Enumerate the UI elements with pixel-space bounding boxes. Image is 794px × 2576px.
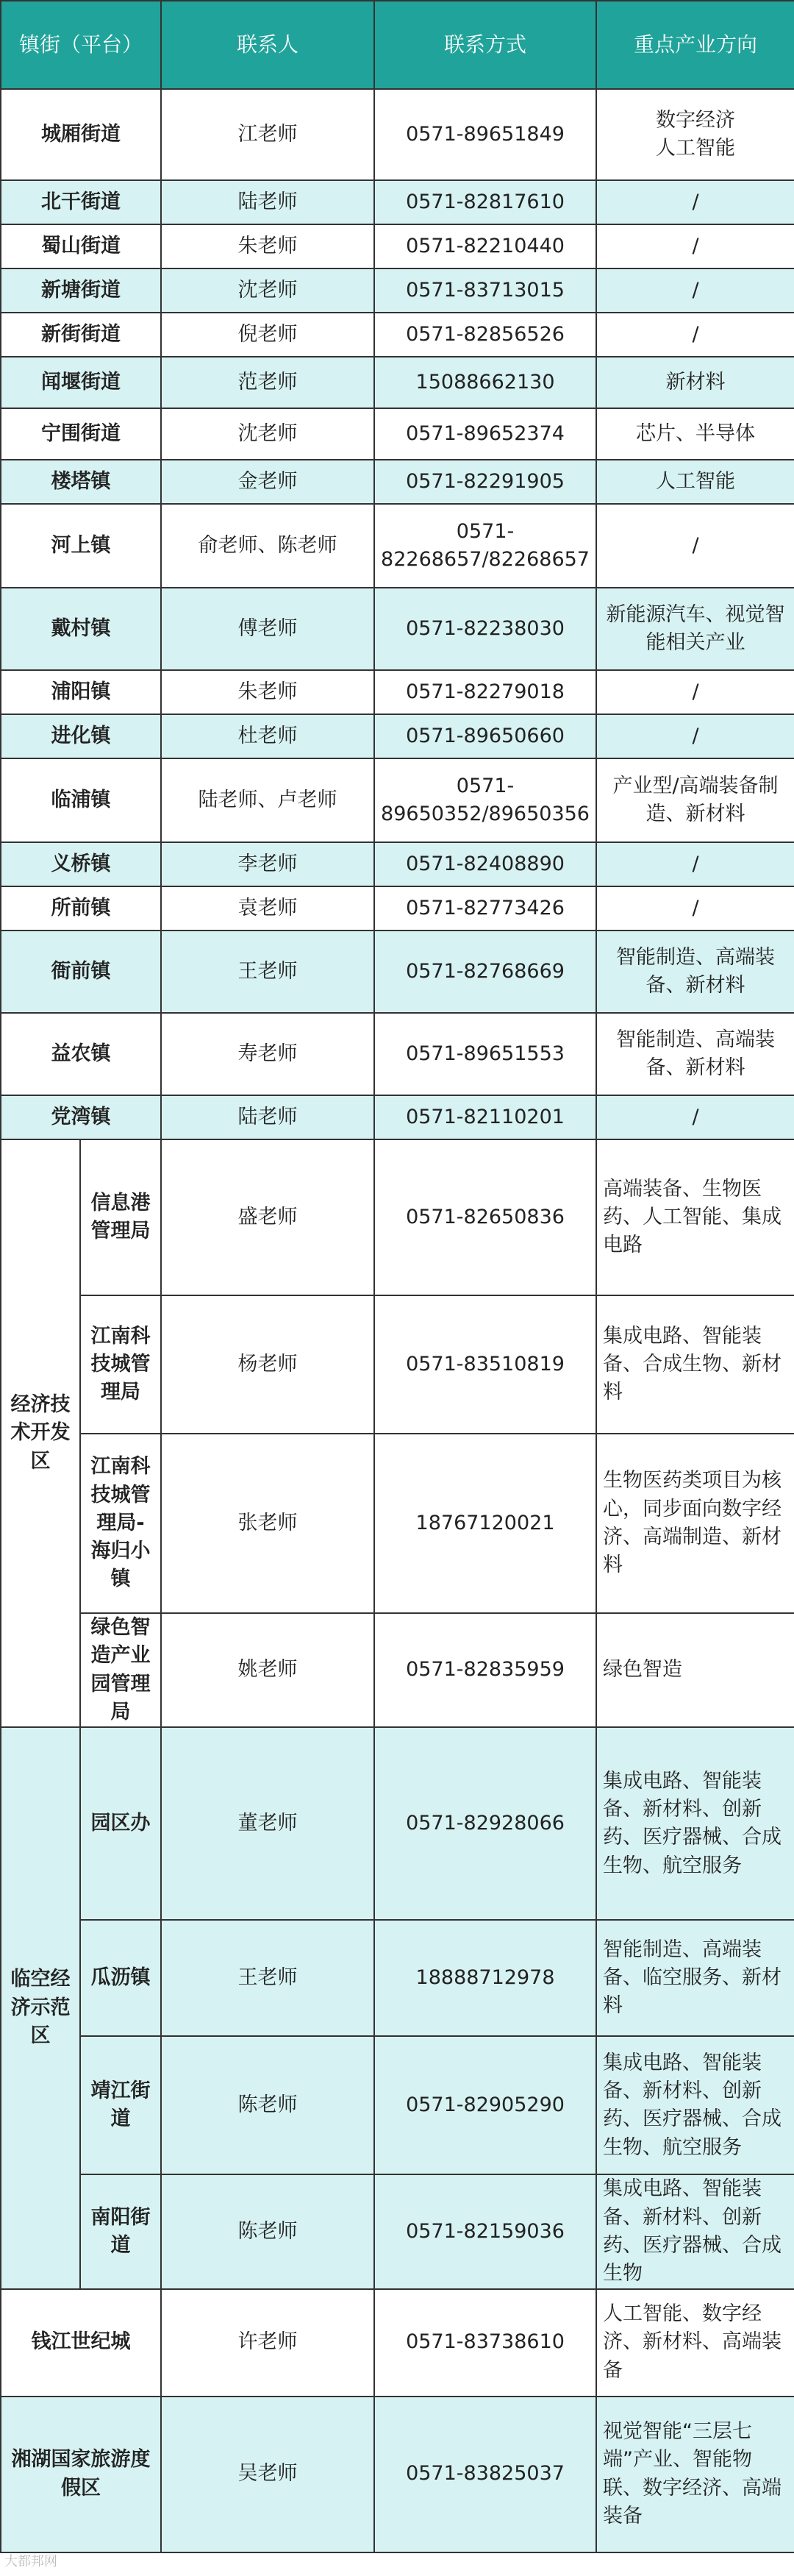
contact-name: 吴老师 bbox=[161, 2397, 374, 2552]
industry-direction: 集成电路、智能装备、新材料、创新药、医疗器械、合成生物、航空服务 bbox=[596, 2036, 794, 2174]
table-row bbox=[1, 357, 794, 408]
zone-name: 临空经济示范区 bbox=[1, 1727, 80, 2288]
industry-direction: 集成电路、智能装备、新材料、创新药、医疗器械、合成生物、航空服务 bbox=[596, 1727, 794, 1920]
phone-number: 0571-82928066 bbox=[374, 1727, 596, 1920]
industry-direction: 生物医药类项目为核心，同步面向数字经济、高端制造、新材料 bbox=[596, 1434, 794, 1613]
industry-direction: / bbox=[596, 268, 794, 313]
phone-number: 0571-82773426 bbox=[374, 886, 596, 931]
phone-number: 0571-82291905 bbox=[374, 460, 596, 504]
phone-number: 0571-82650836 bbox=[374, 1139, 596, 1295]
table-row bbox=[1, 714, 794, 758]
industry-direction: / bbox=[596, 224, 794, 268]
town-name: 所前镇 bbox=[1, 886, 161, 931]
phone-number: 0571-83825037 bbox=[374, 2397, 596, 2552]
phone-number: 0571-82856526 bbox=[374, 313, 596, 357]
sub-platform-name: 园区办 bbox=[80, 1727, 161, 1920]
contact-name: 张老师 bbox=[161, 1434, 374, 1613]
contact-name: 朱老师 bbox=[161, 224, 374, 268]
watermark: 大都邦网 bbox=[4, 2554, 57, 2569]
phone-number: 0571-82408890 bbox=[374, 842, 596, 886]
town-name: 河上镇 bbox=[1, 504, 161, 588]
industry-direction: 新能源汽车、视觉智能相关产业 bbox=[596, 588, 794, 670]
industry-direction: 数字经济 人工智能 bbox=[596, 89, 794, 180]
table-row bbox=[1, 1920, 794, 2036]
table-row bbox=[1, 2289, 794, 2397]
table-row bbox=[1, 1613, 794, 1727]
contact-name: 盛老师 bbox=[161, 1139, 374, 1295]
contact-name: 陆老师 bbox=[161, 180, 374, 224]
industry-direction: 绿色智造 bbox=[596, 1613, 794, 1727]
phone-number: 0571-82238030 bbox=[374, 588, 596, 670]
industry-direction: / bbox=[596, 714, 794, 758]
contact-name: 王老师 bbox=[161, 931, 374, 1013]
contact-name: 杨老师 bbox=[161, 1295, 374, 1434]
industry-direction: 芯片、半导体 bbox=[596, 408, 794, 460]
phone-number: 0571-83738610 bbox=[374, 2289, 596, 2397]
phone-number: 15088662130 bbox=[374, 357, 596, 408]
town-name: 蜀山街道 bbox=[1, 224, 161, 268]
town-name: 衙前镇 bbox=[1, 931, 161, 1013]
table-row bbox=[1, 408, 794, 460]
industry-direction: 智能制造、高端装备、新材料 bbox=[596, 1013, 794, 1095]
table-row bbox=[1, 1013, 794, 1095]
town-name: 北干街道 bbox=[1, 180, 161, 224]
contact-name: 陈老师 bbox=[161, 2174, 374, 2288]
phone-number: 0571-82835959 bbox=[374, 1613, 596, 1727]
town-name: 义桥镇 bbox=[1, 842, 161, 886]
sub-platform-name: 瓜沥镇 bbox=[80, 1920, 161, 2036]
contact-name: 金老师 bbox=[161, 460, 374, 504]
industry-direction: 集成电路、智能装备、新材料、创新药、医疗器械、合成生物 bbox=[596, 2174, 794, 2288]
contact-name: 袁老师 bbox=[161, 886, 374, 931]
industry-direction: 新材料 bbox=[596, 357, 794, 408]
contact-name: 傅老师 bbox=[161, 588, 374, 670]
table-row bbox=[1, 588, 794, 670]
industry-direction: / bbox=[596, 313, 794, 357]
sub-platform-name: 信息港管理局 bbox=[80, 1139, 161, 1295]
phone-number: 0571-82817610 bbox=[374, 180, 596, 224]
industry-direction: 集成电路、智能装备、合成生物、新材料 bbox=[596, 1295, 794, 1434]
phone-number: 0571- 89650352/89650356 bbox=[374, 758, 596, 842]
table-row bbox=[1, 2397, 794, 2552]
table-row bbox=[1, 931, 794, 1013]
phone-number: 0571-82110201 bbox=[374, 1095, 596, 1139]
phone-number: 0571-82905290 bbox=[374, 2036, 596, 2174]
contact-name: 陆老师、卢老师 bbox=[161, 758, 374, 842]
table-row bbox=[1, 1434, 794, 1613]
industry-direction: 智能制造、高端装备、新材料 bbox=[596, 931, 794, 1013]
industry-direction: / bbox=[596, 1095, 794, 1139]
town-name: 湘湖国家旅游度假区 bbox=[1, 2397, 161, 2552]
industry-direction: / bbox=[596, 886, 794, 931]
industry-direction: 人工智能 bbox=[596, 460, 794, 504]
contact-name: 杜老师 bbox=[161, 714, 374, 758]
industry-direction: 产业型/高端装备制造、新材料 bbox=[596, 758, 794, 842]
phone-number: 0571-82159036 bbox=[374, 2174, 596, 2288]
town-name: 闻堰街道 bbox=[1, 357, 161, 408]
phone-number: 0571-89652374 bbox=[374, 408, 596, 460]
sub-platform-name: 江南科技城管理局-海归小镇 bbox=[80, 1434, 161, 1613]
phone-number: 18888712978 bbox=[374, 1920, 596, 2036]
town-name: 新街街道 bbox=[1, 313, 161, 357]
table-row bbox=[1, 89, 794, 180]
contact-name: 俞老师、陈老师 bbox=[161, 504, 374, 588]
table-row bbox=[1, 504, 794, 588]
table-row bbox=[1, 1727, 794, 1920]
table-header-row bbox=[1, 1, 794, 89]
table-row bbox=[1, 670, 794, 714]
phone-number: 0571-83713015 bbox=[374, 268, 596, 313]
table-row bbox=[1, 313, 794, 357]
header-town: 镇街（平台） bbox=[1, 1, 161, 89]
phone-number: 0571-89651849 bbox=[374, 89, 596, 180]
phone-number: 0571- 82268657/82268657 bbox=[374, 504, 596, 588]
table-row bbox=[1, 180, 794, 224]
phone-number: 0571-82768669 bbox=[374, 931, 596, 1013]
phone-number: 18767120021 bbox=[374, 1434, 596, 1613]
town-name: 进化镇 bbox=[1, 714, 161, 758]
town-name: 楼塔镇 bbox=[1, 460, 161, 504]
contact-name: 范老师 bbox=[161, 357, 374, 408]
phone-number: 0571-82210440 bbox=[374, 224, 596, 268]
table-row bbox=[1, 758, 794, 842]
town-name: 临浦镇 bbox=[1, 758, 161, 842]
town-name: 宁围街道 bbox=[1, 408, 161, 460]
phone-number: 0571-89651553 bbox=[374, 1013, 596, 1095]
sub-platform-name: 江南科技城管理局 bbox=[80, 1295, 161, 1434]
table-row bbox=[1, 2174, 794, 2288]
contact-name: 寿老师 bbox=[161, 1013, 374, 1095]
header-contact: 联系人 bbox=[161, 1, 374, 89]
contact-name: 沈老师 bbox=[161, 268, 374, 313]
industry-direction: / bbox=[596, 180, 794, 224]
header-phone: 联系方式 bbox=[374, 1, 596, 89]
table-row bbox=[1, 460, 794, 504]
phone-number: 0571-89650660 bbox=[374, 714, 596, 758]
contact-name: 李老师 bbox=[161, 842, 374, 886]
table-row bbox=[1, 1139, 794, 1295]
contact-name: 姚老师 bbox=[161, 1613, 374, 1727]
town-name: 党湾镇 bbox=[1, 1095, 161, 1139]
industry-direction: 人工智能、数字经济、新材料、高端装备 bbox=[596, 2289, 794, 2397]
table-row bbox=[1, 1095, 794, 1139]
header-industry: 重点产业方向 bbox=[596, 1, 794, 89]
contact-name: 董老师 bbox=[161, 1727, 374, 1920]
table-row bbox=[1, 842, 794, 886]
table-row bbox=[1, 2036, 794, 2174]
industry-direction: 视觉智能“三层七端”产业、智能物联、数字经济、高端装备 bbox=[596, 2397, 794, 2552]
contact-name: 许老师 bbox=[161, 2289, 374, 2397]
sub-platform-name: 靖江街道 bbox=[80, 2036, 161, 2174]
contact-name: 王老师 bbox=[161, 1920, 374, 2036]
table-row bbox=[1, 224, 794, 268]
phone-number: 0571-83510819 bbox=[374, 1295, 596, 1434]
contact-name: 陈老师 bbox=[161, 2036, 374, 2174]
table-row bbox=[1, 1295, 794, 1434]
table-row bbox=[1, 268, 794, 313]
town-name: 新塘街道 bbox=[1, 268, 161, 313]
contact-name: 江老师 bbox=[161, 89, 374, 180]
zone-name: 经济技术开发区 bbox=[1, 1139, 80, 1727]
industry-direction: / bbox=[596, 670, 794, 714]
town-name: 浦阳镇 bbox=[1, 670, 161, 714]
sub-platform-name: 绿色智造产业园管理局 bbox=[80, 1613, 161, 1727]
industry-direction: / bbox=[596, 842, 794, 886]
contact-name: 沈老师 bbox=[161, 408, 374, 460]
contact-name: 倪老师 bbox=[161, 313, 374, 357]
sub-platform-name: 南阳街道 bbox=[80, 2174, 161, 2288]
town-name: 益农镇 bbox=[1, 1013, 161, 1095]
industry-direction: 高端装备、生物医药、人工智能、集成电路 bbox=[596, 1139, 794, 1295]
contact-name: 朱老师 bbox=[161, 670, 374, 714]
industry-direction: / bbox=[596, 504, 794, 588]
industry-direction: 智能制造、高端装备、临空服务、新材料 bbox=[596, 1920, 794, 2036]
phone-number: 0571-82279018 bbox=[374, 670, 596, 714]
table-row bbox=[1, 886, 794, 931]
town-name: 戴村镇 bbox=[1, 588, 161, 670]
contact-name: 陆老师 bbox=[161, 1095, 374, 1139]
town-name: 城厢街道 bbox=[1, 89, 161, 180]
town-name: 钱江世纪城 bbox=[1, 2289, 161, 2397]
